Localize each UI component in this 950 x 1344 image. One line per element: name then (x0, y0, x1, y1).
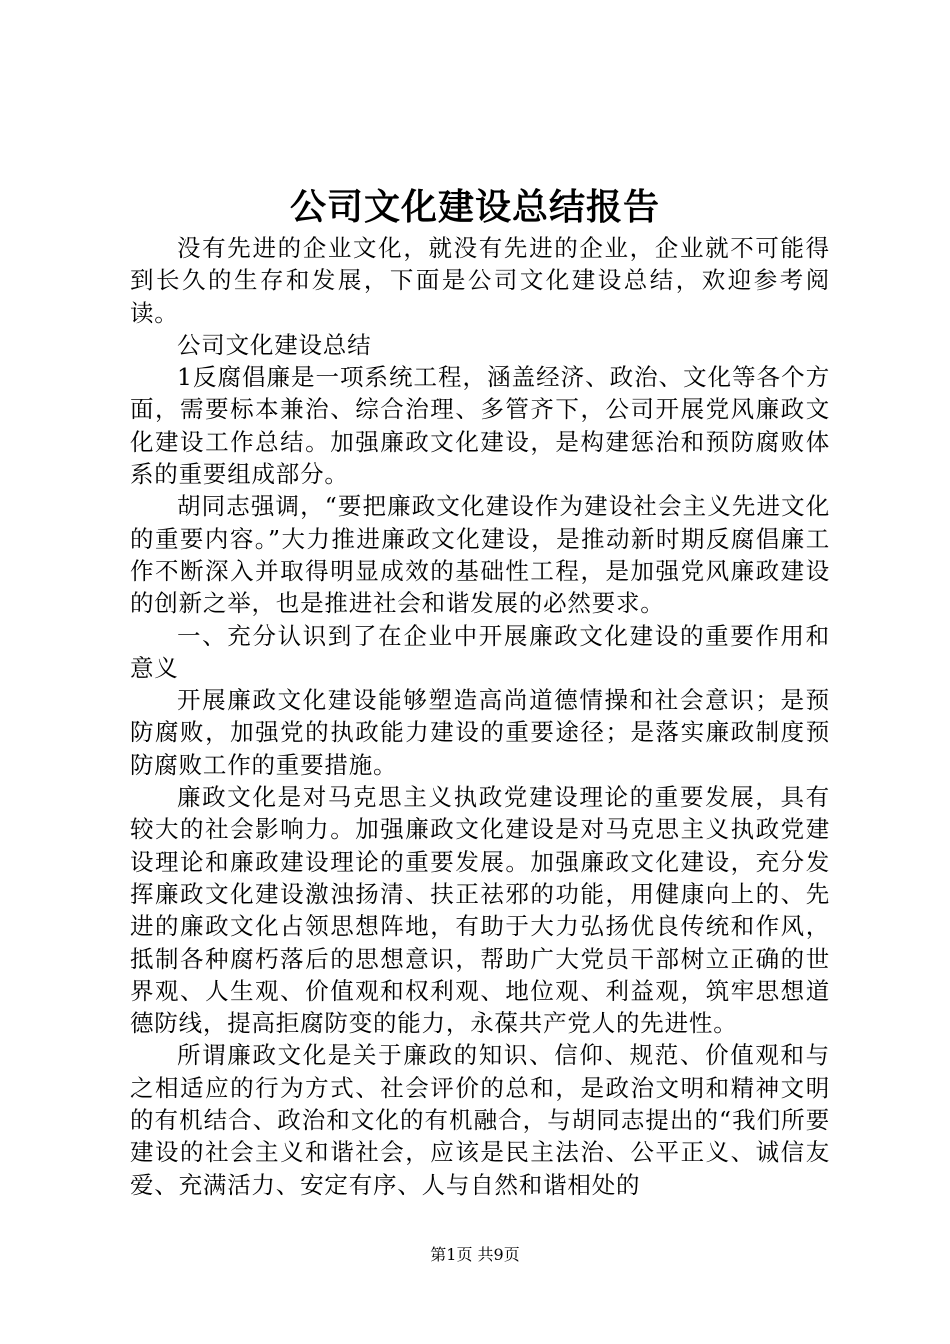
body-paragraph: 胡同志强调，“要把廉政文化建设作为建设社会主义先进文化的重要内容。”大力推进廉政文化建设，是推动新时期反腐倡廉工作不断深入并取得明显成效的基础性工程，是加强党风廉政建设的创新之举，也是推进社会和谐发展的必然要求。 (130, 492, 830, 618)
intro-paragraph: 没有先进的企业文化，就没有先进的企业，企业就不可能得到长久的生存和发展，下面是公司文化建设总结，欢迎参考阅读。 (130, 234, 830, 327)
section-heading: 公司文化建设总结 (177, 330, 372, 359)
body-paragraph: 廉政文化是对马克思主义执政党建设理论的重要发展，具有较大的社会影响力。加强廉政文化建设是对马克思主义执政党建设理论和廉政建设理论的重要发展。加强廉政文化建设，充分发挥廉政文化建设激浊扬清、扶正祛邪的功能，用健康向上的、先进的廉政文化占领思想阵地，有助于大力弘扬优良传统和作风，抵制各种腐朽落后的思想意识，帮助广大党员干部树立正确的世界观、人生观、价值观和权利观、地位观、利益观，筑牢思想道德防线，提高拒腐防变的能力，永葆共产党人的先进性。 (130, 783, 830, 1038)
document-title: 公司文化建设总结报告 (289, 187, 660, 228)
document-body (130, 232, 830, 1201)
subsection-heading: 一、充分认识到了在企业中开展廉政文化建设的重要作用和意义 (130, 621, 830, 682)
body-paragraph: 所谓廉政文化是关于廉政的知识、信仰、规范、价值观和与之相适应的行为方式、社会评价的总和，是政治文明和精神文明的有机结合、政治和文化的有机融合，与胡同志提出的“我们所要建设的社会主义和谐社会，应该是民主法治、公平正义、诚信友爱、充满活力、安定有序、人与自然和谐相处的 (130, 1041, 830, 1199)
body-paragraph: 1反腐倡廉是一项系统工程，涵盖经济、政治、文化等各个方面，需要标本兼治、综合治理、多管齐下，公司开展党风廉政文化建设工作总结。加强廉政文化建设，是构建惩治和预防腐败体系的重要组成部分。 (130, 363, 830, 489)
body-paragraph: 开展廉政文化建设能够塑造高尚道德情操和社会意识；是预防腐败，加强党的执政能力建设的重要途径；是落实廉政制度预防腐败工作的重要措施。 (130, 686, 830, 779)
page-number-footer: 第1页 共9页 (430, 1245, 520, 1264)
